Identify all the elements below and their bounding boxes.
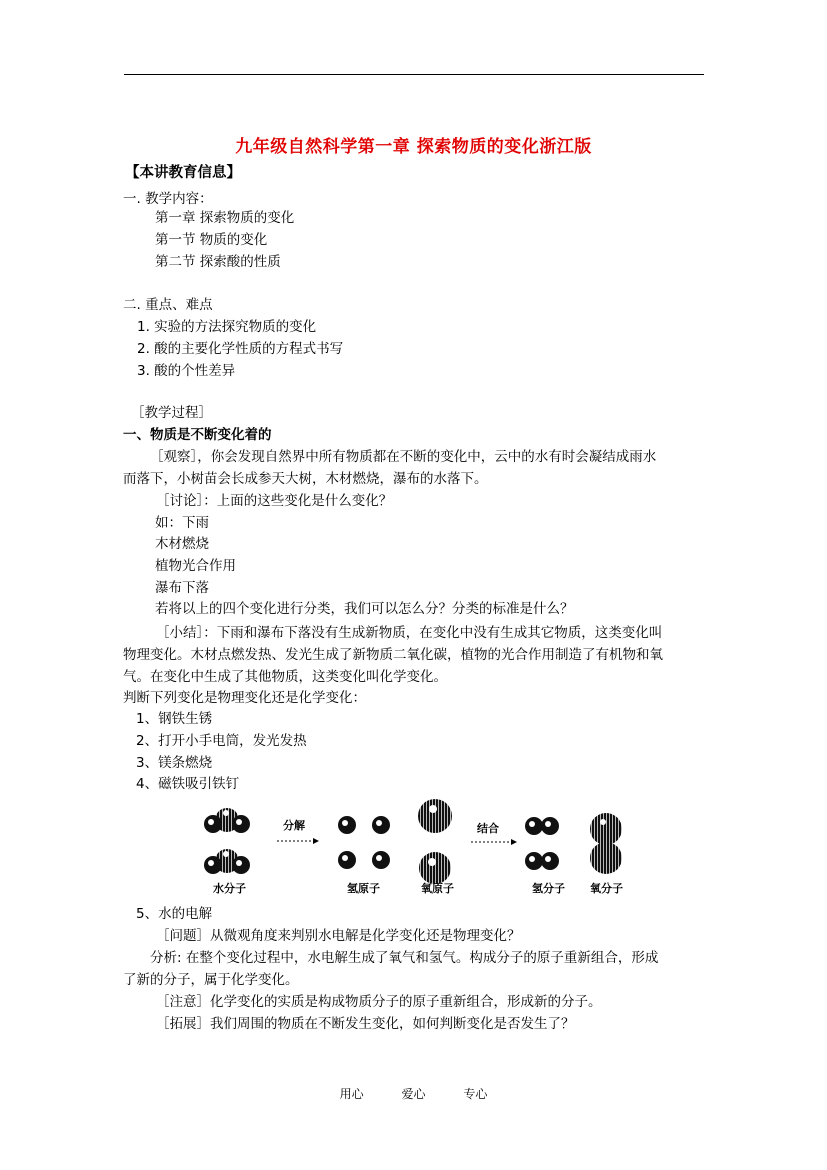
observe-line: 而落下，小树苗会长成参天大树，木材燃烧，瀑布的水落下。 xyxy=(123,471,488,487)
question-line: ［问题］从微观角度来判别水电解是化学变化还是物理变化？ xyxy=(156,928,521,944)
hydrogen-molecule-label: 氢分子 xyxy=(532,882,565,895)
analysis-line: 分析: 在整个变化过程中，水电解生成了氧气和氢气。构成分子的原子重新组合，形成 xyxy=(150,950,659,966)
decompose-arrowhead xyxy=(313,838,319,844)
section1-item: 第一节 物质的变化 xyxy=(155,232,268,248)
oxygen-atom-label: 氧原子 xyxy=(421,882,454,895)
judge-item: 4、磁铁吸引铁钉 xyxy=(136,776,240,792)
page-footer xyxy=(0,1085,827,1102)
section2-item: 2. 酸的主要化学性质的方程式书写 xyxy=(137,341,344,357)
classify-line: 若将以上的四个变化进行分类，我们可以怎么分？分类的标准是什么？ xyxy=(155,601,574,617)
process-label: ［教学过程］ xyxy=(131,405,212,421)
decompose-label: 分解 xyxy=(283,819,305,832)
judge-item: 2、打开小手电筒，发光发热 xyxy=(136,733,307,749)
oxygen-molecule-label: 氧分子 xyxy=(590,882,623,895)
extend-line: ［拓展］我们周围的物质在不断发生变化，如何判断变化是否发生了？ xyxy=(156,1016,575,1032)
combine-arrowhead xyxy=(511,839,517,845)
water-molecule-icon xyxy=(204,849,250,874)
hydrogen-atom-label: 氢原子 xyxy=(347,882,380,895)
process-heading: 一、物质是不断变化着的 xyxy=(123,427,272,443)
section1-heading: 一. 教学内容： xyxy=(123,191,213,207)
judge-line: 判断下列变化是物理变化还是化学变化： xyxy=(123,690,366,706)
water-molecule-label: 水分子 xyxy=(213,882,246,895)
header-rule xyxy=(124,74,704,75)
judge-item: 3、镁条燃烧 xyxy=(136,755,213,771)
judge-item: 1、钢铁生锈 xyxy=(136,711,213,727)
hydrogen-atom-icon xyxy=(338,851,356,869)
item5-line: 5、水的电解 xyxy=(136,906,213,922)
hydrogen-molecule-icon xyxy=(525,852,559,870)
hydrogen-atom-icon xyxy=(338,816,356,834)
hydrogen-atom-icon xyxy=(372,816,390,834)
hydrogen-atom-icon xyxy=(372,851,390,869)
summary-line: ［小结］：下雨和瀑布下落没有生成新物质，在变化中没有生成其它物质，这类变化叫 xyxy=(156,625,663,641)
section1-item: 第一章 探索物质的变化 xyxy=(155,210,295,226)
footer-item: 爱心 xyxy=(401,1087,426,1101)
section2-heading: 二. 重点、难点 xyxy=(123,297,213,313)
section1-item: 第二节 探索酸的性质 xyxy=(155,254,281,270)
analysis-line: 了新的分子，属于化学变化。 xyxy=(123,972,299,988)
hydrogen-molecule-icon xyxy=(525,817,559,835)
water-molecule-icon xyxy=(204,808,250,833)
footer-item: 用心 xyxy=(339,1087,364,1101)
section2-item: 1. 实验的方法探究物质的变化 xyxy=(137,319,317,335)
oxygen-atom-icon xyxy=(419,852,451,884)
summary-line: 物理变化。木材点燃发热、发光生成了新物质二氧化碳，植物的光合作用制造了有机物和氧 xyxy=(123,647,663,663)
oxygen-molecule-icon xyxy=(590,813,622,874)
observe-line: ［观察］，你会发现自然界中所有物质都在不断的变化中，云中的水有时会凝结成雨水 xyxy=(150,449,657,465)
summary-line: 气。在变化中生成了其他物质，这类变化叫化学变化。 xyxy=(123,669,447,685)
example-item: 木材燃烧 xyxy=(155,536,209,552)
page-title: 九年级自然科学第一章 探索物质的变化浙江版 xyxy=(235,137,592,157)
footer-item: 专心 xyxy=(463,1087,488,1101)
example-item: 如：下雨 xyxy=(155,515,209,531)
combine-label: 结合 xyxy=(477,822,499,835)
section2-item: 3. 酸的个性差异 xyxy=(137,363,236,379)
discuss-line: ［讨论］：上面的这些变化是什么变化？ xyxy=(156,493,393,509)
example-item: 瀑布下落 xyxy=(155,580,209,596)
note-line: ［注意］化学变化的实质是构成物质分子的原子重新组合，形成新的分子。 xyxy=(156,994,602,1010)
electrolysis-diagram xyxy=(195,798,645,900)
oxygen-atom-icon xyxy=(418,799,452,833)
example-item: 植物光合作用 xyxy=(155,558,236,574)
info-heading: 【本讲教育信息】 xyxy=(125,165,241,181)
